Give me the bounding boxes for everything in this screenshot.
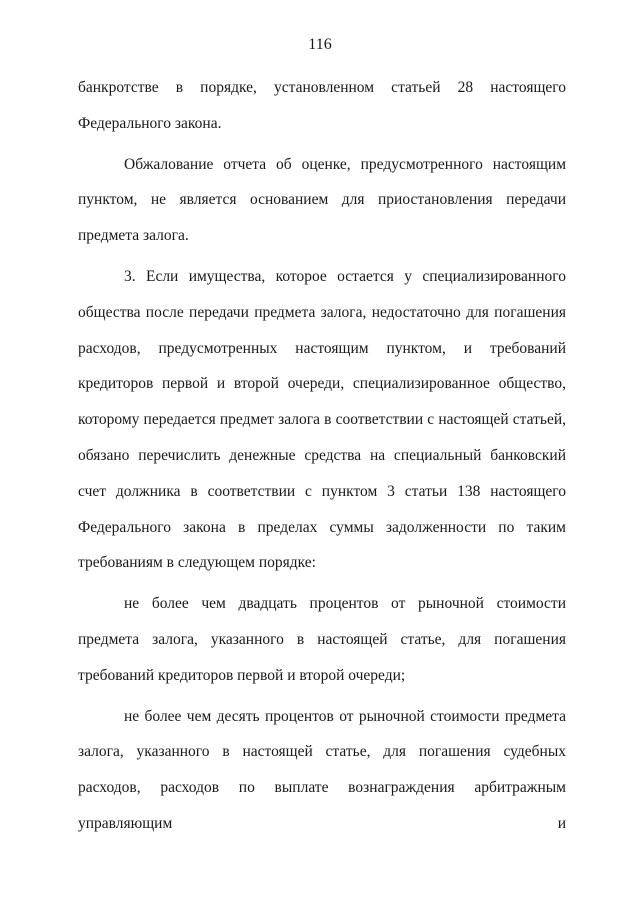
paragraph-twenty-percent: не более чем двадцать процентов от рыночной стоимости предмета залога, указанного в настоящей статье, для погашения требований кредиторов первой и второй очереди; xyxy=(78,595,566,684)
paragraph-ten-percent: не более чем десять процентов от рыночной стоимости предмета залога, указанного в настоящей статье, для погашения судебных расходов, расходов по выплате вознаграждения арбитражным управляющим и xyxy=(78,707,566,832)
page-number: 116 xyxy=(308,36,332,53)
document-body xyxy=(78,70,566,842)
paragraph-appeal-report: Обжалование отчета об оценке, предусмотренного настоящим пунктом, не является основанием для приостановления передачи предмета залога. xyxy=(78,155,566,245)
paragraph-clause-3: 3. Если имущества, которое остается у специализированного общества после передачи предмета залога, недостаточно для погашения расходов, предусмотренных настоящим пунктом, и требований кредиторов первой и второй очереди, специализированное общество, которому передается предмет залога в соответствии с настоящей статьей, обязано перечислить денежные средства на специальный банковский счет должника в соответствии с пунктом 3 статьи 138 настоящего Федерального закона в пределах суммы задолженности по таким требованиям в следующем порядке: xyxy=(78,267,566,572)
paragraph-bankruptcy-procedure: банкротстве в порядке, установленном статьей 28 настоящего Федерального закона. xyxy=(78,79,566,132)
